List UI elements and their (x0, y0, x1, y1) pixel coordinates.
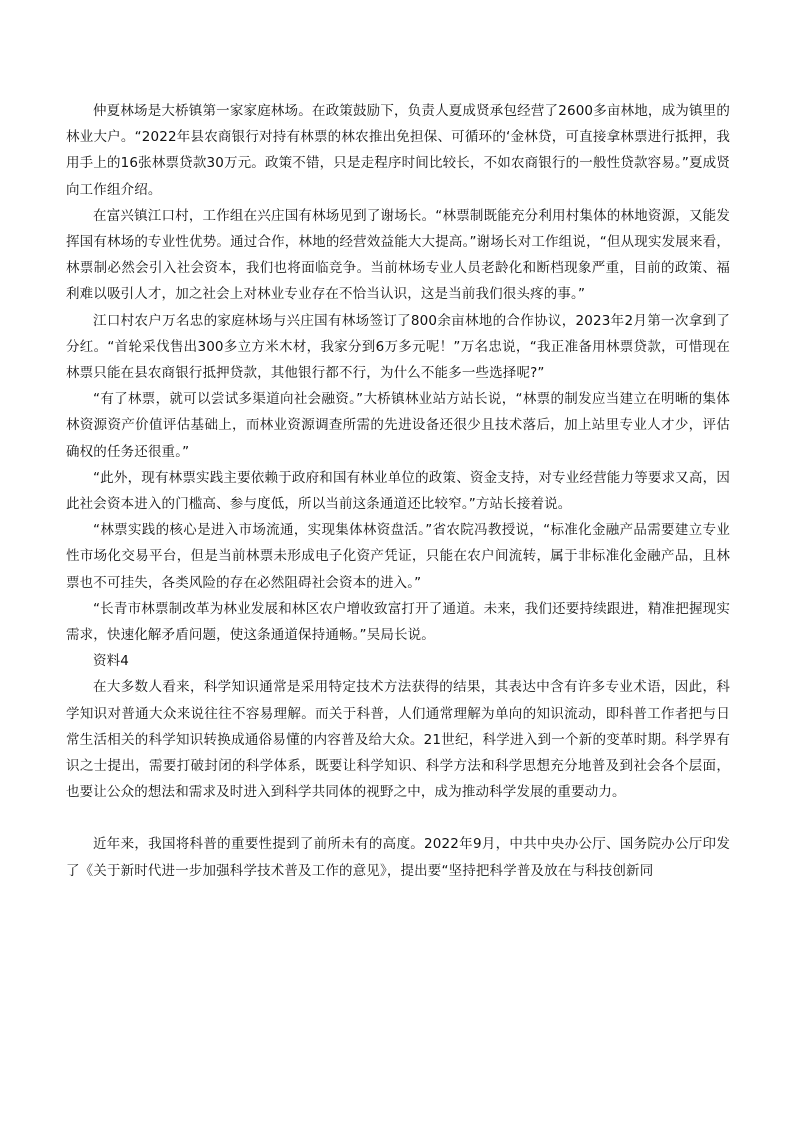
paragraph-gap (66, 805, 730, 831)
document-body (66, 98, 730, 884)
section-label: 资料4 (93, 653, 130, 670)
paragraph-1: 仲夏林场是大桥镇第一家家庭林场。在政策鼓励下，负责人夏成贤承包经营了2600多亩林地，成为镇里的林业大户。“2022年县农商银行对持有林票的林农推出免担保、可循环的‘金林贷，可直接拿林票进行抵押，我用手上的16张林票贷款30万元。政策不错，只是走程序时间比较长，不如农商银行的一般性贷款容易。”夏成贤向工作组介绍。 (66, 103, 730, 198)
paragraph-3: 江口村农户万名忠的家庭林场与兴庄国有林场签订了800余亩林地的合作协议，2023年2月第一次拿到了分红。“首轮采伐售出300多立方米木材，我家分到6万多元呢！”万名忠说，“我正准备用林票贷款，可惜现在林票只能在县农商银行抵押贷款，其他银行都不行，为什么不能多一些选择呢?” (66, 312, 730, 382)
paragraph-5: “此外，现有林票实践主要依赖于政府和国有林业单位的政策、资金支持，对专业经营能力等要求又高，因此社会资本进入的门槛高、参与度低，所以当前这条通道还比较窄。”方站长接着说。 (66, 469, 730, 513)
paragraph-8: 在大多数人看来，科学知识通常是采用特定技术方法获得的结果，其表达中含有许多专业术语，因此，科学知识对普通大众来说往往不容易理解。而关于科普，人们通常理解为单向的知识流动，即科普工作者把与日常生活相关的科学知识转换成通俗易懂的内容普及给大众。21世纪，科学进入到一个新的变革时期。科学界有识之士提出，需要打破封闭的科学体系，既要让科学知识、科学方法和科学思想充分地普及到社会各个层面，也要让公众的想法和需求及时进入到科学共同体的视野之中，成为推动科学发展的重要动力。 (66, 679, 730, 801)
paragraph-9: 近年来，我国将科普的重要性提到了前所未有的高度。2022年9月，中共中央办公厅、国务院办公厅印发了《关于新时代进一步加强科学技术普及工作的意见》，提出要“坚持把科学普及放在与科技创新同 (66, 836, 730, 879)
paragraph-6: “林票实践的核心是进入市场流通，实现集体林资盘活。”省农院冯教授说，“标准化金融产品需要建立专业性市场化交易平台，但是当前林票未形成电子化资产凭证，只能在农户间流转，属于非标准化金融产品，且林票也不可挂失，各类风险的存在必然阻碍社会资本的进入。” (66, 522, 730, 591)
paragraph-4: “有了林票，就可以尝试多渠道向社会融资。”大桥镇林业站方站长说，“林票的制发应当建立在明晰的集体林资源资产价值评估基础上，而林业资源调查所需的先进设备还很少且技术落后，加上站里专业人才少，评估确权的任务还很重。” (66, 391, 730, 460)
paragraph-7: “长青市林票制改革为林业发展和林区农户增收致富打开了通道。未来，我们还要持续跟进，精准把握现实需求，快速化解矛盾问题，使这条通道保持通畅。”吴局长说。 (66, 600, 730, 644)
paragraph-2: 在富兴镇江口村，工作组在兴庄国有林场见到了谢场长。“林票制既能充分利用村集体的林地资源，又能发挥国有林场的专业性优势。通过合作，林地的经营效益能大大提高。”谢场长对工作组说，“但从现实发展来看，林票制必然会引入社会资本，我们也将面临竞争。当前林场专业人员老龄化和断档现象严重，目前的政策、福利难以吸引人才，加之社会上对林业专业存在不恰当认识，这是当前我们很头疼的事。” (66, 207, 730, 303)
